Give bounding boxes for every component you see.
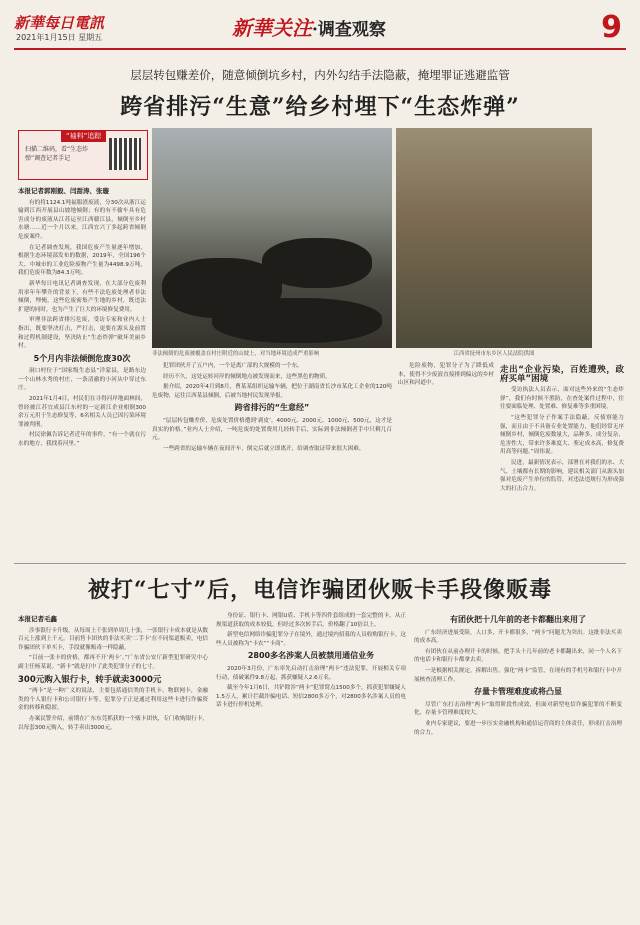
paragraph: “这些犯罪分子作案手法隐蔽，反侦察能力强，而且由于不具备专业处置能力，他们经常无序倾倒乡村，倾倒危废数量大，品种多，成分复杂，危害性大，带来许多难度大、鉴定成本高，修复费用高等问题。”周伟说。 bbox=[500, 414, 624, 456]
paragraph: 广东经济进展受阻，人口多，开卡都很多，“两卡”问题尤为突出。这批非法买卖的成本高。 bbox=[414, 629, 622, 645]
paragraph: 受访执法人员表示，面对这些外来的“生态炸弹”，我们有时候不胜防，在查处案件过程中，往往要面临处理、处置难、修复难等多重困境。 bbox=[500, 387, 624, 411]
issue-date: 2021年1月15日 星期五 bbox=[16, 33, 103, 42]
paragraph: 一是根据相关规定，拆解出售，强化“两卡”监管，在现有的手机号和银行卡中开展核查清理工作。 bbox=[414, 667, 622, 683]
qr-promo-box bbox=[18, 130, 148, 180]
story2-subhead-4: 存量卡管理难度或将凸显 bbox=[474, 687, 562, 697]
section-title-red: 新華关注 bbox=[232, 16, 312, 40]
story1-column-3a bbox=[398, 362, 494, 558]
page-header bbox=[14, 10, 626, 50]
story2-subhead-3: 有团伙把十几年前的老卡都翻出来用了 bbox=[450, 615, 586, 624]
paragraph: 据介绍，2020年4月到8月，曹某某组织运输车辆，把位于湖南省长沙市某化工企业的120吨危废物，运往江西某县倾倒，后被当地村民发现举报。 bbox=[152, 384, 392, 399]
section-title-black: ·调查观察 bbox=[312, 20, 386, 40]
paragraph: 涉事银行卡升级，从每周上千张到单周几十张，一张银行卡成本就是从数百元上涨到上千元。目前售卡团伙的非法买卖‘二手卡’在不同渠道贩卖，电信诈骗团伙下单买卡，手段就像贩毒一样隐蔽。 bbox=[18, 627, 208, 651]
paragraph: 2020年3月份，广东率先启动打击治理“两卡”违法犯罪，开展相关专项行动，侦破案件9.8万起，抓获嫌疑人2.6万名。 bbox=[216, 665, 406, 681]
paragraph: 村民徐佩告诉记者近年的事件，“有一个就在污水的地方，我找着河里。” bbox=[18, 432, 146, 448]
paragraph: 新华每日电讯记者调查发现，在大部分危废利用率年年攀升的背景下，有些不法危废处理者非法倾倒，埋掩，这些危废密集产生地的乡村，既违法扩建的同时，也为产生了巨大的环境修复费用。 bbox=[18, 280, 146, 313]
paragraph: “目前一张卡的价格，都再不开‘两卡’。”广东省公安厅新型犯罪研究中心副主任杨某说。“新卡”就是打中了此类犯罪分子的七寸。 bbox=[18, 655, 208, 670]
paragraph: 洞口村位于“国家级生态县”洋蒙县，是路东边一个山林水秀的村庄，一条清澈的小河从中穿过东庄。 bbox=[18, 368, 146, 392]
paragraph: 办案民警介绍，前期在广东东莞抓获的一个贩卡团伙，专门收购银行卡，以每套300元购入，转手卖出3000元。 bbox=[18, 715, 208, 731]
story2-headline: 被打“七寸”后，电信诈骗团伙贩卡手段像贩毒 bbox=[87, 577, 553, 603]
story1-byline: 本报记者郭刚毅、闫甜涛、张璇 bbox=[18, 187, 109, 195]
qr-code-icon[interactable] bbox=[109, 138, 141, 170]
section-title bbox=[232, 12, 386, 41]
photo-caption-right: 江西省抚州市东乡区人民法院供图 bbox=[453, 351, 535, 357]
paragraph: 在记者调查发现，我国危废产生量逐年增加，根据生态环境部发布的数据，2019年，全国196个大、中城市的工业危险废物产生量为4498.9万吨，我们危废年数为84.3万吨。 bbox=[18, 244, 146, 277]
paragraph: 犯罪团伙开了五户内，一个是离广部的大规模的一个东。 bbox=[163, 363, 303, 369]
paragraph: 业内专家建议，要进一步压实金融机构和通信运营商的主体责任，形成打击治理的合力。 bbox=[414, 720, 622, 736]
paragraph: “层层转包赚差价，危废处置价格遭到‘剥皮’。4000元、2000元、1000元、500元，这才是真实的价格。”业内人士介绍，一吨危废的处置费用几经转手后，实际到非法倾倒者手中只剩几百元。 bbox=[152, 417, 392, 442]
story1-column-1 bbox=[18, 184, 146, 556]
story2-subhead-2: 2800多名涉案人员被禁用通信业务 bbox=[247, 651, 375, 661]
story2-byline: 本报记者毛鑫 bbox=[18, 615, 57, 623]
newspaper-logo: 新華每日電訊 bbox=[14, 14, 105, 32]
page-number: 9 bbox=[601, 10, 622, 45]
paragraph: 经历不久，这处运转河岸的倾倒地点被发现而来，这些黑色的物质。 bbox=[163, 373, 331, 380]
story1-kicker: 层层转包赚差价，随意倾倒坑乡村，内外勾结手法隐蔽，掩埋罪证逃避监管 bbox=[130, 68, 510, 82]
story1-headline: 跨省排污“生意”给乡村埋下“生态炸弹” bbox=[120, 94, 520, 120]
story2-column-3 bbox=[414, 612, 622, 912]
paragraph: 2021年1月4日，村民们在寻得河岸地面林间，曾经被江苏宜成县江东村的一定新江企业相倒300余万元用于生态修复等，6名相关人员已因污染环境罪被判刑。 bbox=[18, 396, 146, 428]
promo-tag: “袖料”追踪 bbox=[61, 130, 106, 142]
story2-subhead-1: 300元购入银行卡，转手就卖3000元 bbox=[18, 674, 162, 685]
promo-text: 扫描二维码，看“生态炸弹”调查记者手记 bbox=[25, 146, 89, 162]
story1-photo-waste-site bbox=[152, 128, 392, 348]
paragraph: 身份证、银行卡、网银U盾、手机卡等四件套组成的一套完整的卡，从正规渠道获取的成本较低，但经过多次转手后，价格翻了10倍以上。 bbox=[216, 613, 406, 628]
story1-subhead-2: 跨省排污的“生意经” bbox=[234, 403, 310, 413]
paragraph: 一些跨省的运输车辆在夜间开车，倒完后就立即离开，给调查取证带来很大困难。 bbox=[163, 445, 365, 452]
paragraph: 新型电信网络诈骗犯罪分子在境外，通过境内招募的人员收购银行卡。这些人员被称为“卡农”“卡商”。 bbox=[216, 632, 406, 647]
story1-column-3b bbox=[500, 362, 624, 558]
story1-photo-court bbox=[396, 128, 592, 348]
paragraph: 有的将1124.1吨福服渣废液，分30次从浙江运输到江西开展县山坡地倾倒；有的有不偷车具有危害成分的废液从江苏运至江西赣江县，倾倒至乡村水塘……近一个月以来，江西宜兴丁多起跨省倾倒危废案件。 bbox=[18, 199, 146, 240]
story1-subhead-3: 走出“企业污染，百姓遭殃，政府买单”困境 bbox=[500, 365, 624, 384]
story1-column-2 bbox=[152, 362, 392, 558]
paragraph: 危险废物，犯罪分子为了降低成本，使得不少废液直接排到偏远的乡村山区和河道中。 bbox=[398, 363, 494, 387]
waste-pile bbox=[212, 298, 382, 343]
waste-pile bbox=[262, 238, 372, 288]
story2-column-1 bbox=[18, 612, 208, 912]
story1-subhead-1: 5个月内非法倾倒危废30次 bbox=[33, 353, 131, 363]
paragraph: 截至今年1月6日，共铲除涉“两卡”犯罪窝点1500多个，抓获犯罪嫌疑人1.5万人，累计拦截诈骗电话、短信2800多万个，对2800多名涉案人员的电话卡进行停机处理。 bbox=[216, 685, 406, 709]
section-divider bbox=[14, 563, 626, 564]
paragraph: 民进，最新情况表示，部署在对我们的水、大气、土壤都有长期的影响，建议相关部门从源头加强对危废产生单位的监管，对违法违规行为形成强大的打击合力。 bbox=[500, 459, 624, 492]
story2-column-2 bbox=[216, 612, 406, 912]
paragraph: “两卡”是一种广义的说法，主要包括通信类的手机卡、物联网卡，金融类的个人银行卡和公司银行卡等。犯罪分子正是通过利用这些卡进行诈骗资金的转移和隐匿。 bbox=[18, 688, 208, 712]
paragraph: 有团伙在从前办理开卡的时候，把手头十几年前的老卡都翻出来，同一个人名下的电话卡和银行卡都拿去卖。 bbox=[414, 648, 622, 664]
photo-caption-left: 非法倾倒的危废被覆盖在村庄附近的山坡上，对当地环境造成严重影响 bbox=[152, 351, 320, 357]
paragraph: 审理非法跨省排污危废，受访专家和业内人士指出，既要坚决打击，严打击，更要在源头及前置和过程机制建设，坚决防止“生态炸弹”破坏美丽乡村。 bbox=[18, 317, 146, 350]
paragraph: 尽管广东打击治理“两卡”取得阶段性成效，但面对新型电信诈骗犯罪的不断变化，存量卡管理难度较大。 bbox=[414, 701, 622, 717]
